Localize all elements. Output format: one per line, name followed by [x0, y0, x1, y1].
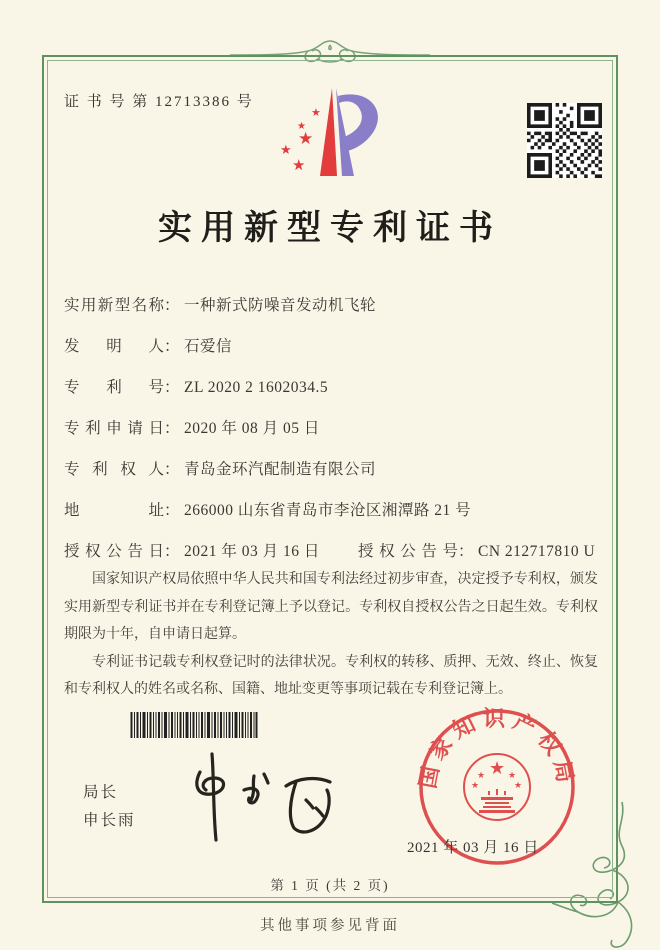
- field-row-name: [64, 296, 600, 316]
- field-label: 专利申请日: [64, 420, 164, 437]
- field-value: 266000 山东省青岛市李沧区湘潭路 21 号: [184, 502, 472, 519]
- field-label: 授权公告日: [64, 543, 164, 560]
- svg-text:★: ★: [508, 770, 517, 780]
- field-colon: ：: [164, 502, 180, 519]
- svg-text:★: ★: [477, 770, 486, 780]
- field-value: 一种新式防噪音发动机飞轮: [184, 297, 377, 314]
- legal-text-section: [64, 566, 598, 704]
- field-row-address: [64, 501, 600, 521]
- svg-text:★: ★: [311, 107, 321, 119]
- director-signature: [170, 750, 355, 842]
- field-colon: ：: [164, 420, 180, 437]
- field-row-patent-no: [64, 378, 600, 398]
- field-row-filing-date: [64, 419, 600, 439]
- svg-text:★: ★: [471, 780, 480, 790]
- field-row-patentee: [64, 460, 600, 480]
- field-value: 青岛金环汽配制造有限公司: [184, 461, 377, 478]
- svg-text:★: ★: [514, 780, 523, 790]
- certificate-number: 证 书 号 第 12713386 号: [64, 94, 254, 110]
- svg-text:★: ★: [292, 158, 306, 174]
- grant-number: [358, 542, 595, 562]
- seal-date: 2021 年 03 月 16 日: [407, 840, 539, 856]
- national-emblem-icon: [464, 754, 530, 820]
- svg-text:★: ★: [280, 142, 292, 157]
- field-row-inventor: [64, 337, 600, 357]
- svg-text:★: ★: [297, 121, 306, 132]
- legal-paragraph-2: 专利证书记载专利权登记时的法律状况。专利权的转移、质押、无效、终止、恢复和专利权人的姓名或名称、国籍、地址变更等事项记载在专利登记簿上。: [64, 654, 598, 697]
- field-value: 石爱信: [184, 338, 233, 355]
- field-value: 2021 年 03 月 16 日: [184, 543, 320, 560]
- field-colon: ：: [164, 543, 180, 560]
- svg-text:★: ★: [489, 758, 506, 778]
- qr-code: [527, 103, 602, 178]
- field-colon: ：: [164, 338, 180, 355]
- cnipa-logo-icon: [268, 84, 392, 192]
- field-value: 2020 年 08 月 05 日: [184, 420, 320, 437]
- seal-ring-text: 国家知识产权局: [414, 706, 580, 791]
- field-colon: ：: [164, 379, 180, 396]
- field-colon: ：: [164, 297, 180, 314]
- barcode: [130, 712, 258, 738]
- director-name: 申长雨: [83, 812, 136, 829]
- certificate-title: 实用新型专利证书: [158, 210, 502, 247]
- grant-date: [64, 542, 358, 562]
- legal-paragraph-1: 国家知识产权局依照中华人民共和国专利法经过初步审查，决定授予专利权，颁发实用新型专利证书并在专利登记簿上予以登记。专利权自授权公告之日起生效。专利权期限为十年，自申请日起算。: [64, 572, 598, 642]
- field-colon: ：: [458, 543, 474, 560]
- field-label: 实用新型名称: [64, 297, 164, 314]
- field-label: 专利号: [64, 379, 164, 396]
- field-value: CN 212717810 U: [478, 543, 596, 560]
- field-label: 授权公告号: [358, 543, 458, 560]
- director-block: [83, 779, 136, 835]
- field-label: 发明人: [64, 338, 164, 355]
- fields-section: [64, 296, 600, 583]
- field-value: ZL 2020 2 1602034.5: [184, 379, 329, 396]
- field-colon: ：: [164, 461, 180, 478]
- field-row-grant: [64, 542, 600, 562]
- page-number: 第 1 页 (共 2 页): [270, 878, 390, 893]
- director-title: 局长: [83, 784, 119, 801]
- field-label: 地址: [64, 502, 164, 519]
- back-side-note: 其他事项参见背面: [260, 918, 400, 934]
- svg-text:★: ★: [298, 129, 314, 148]
- field-label: 专利权人: [64, 461, 164, 478]
